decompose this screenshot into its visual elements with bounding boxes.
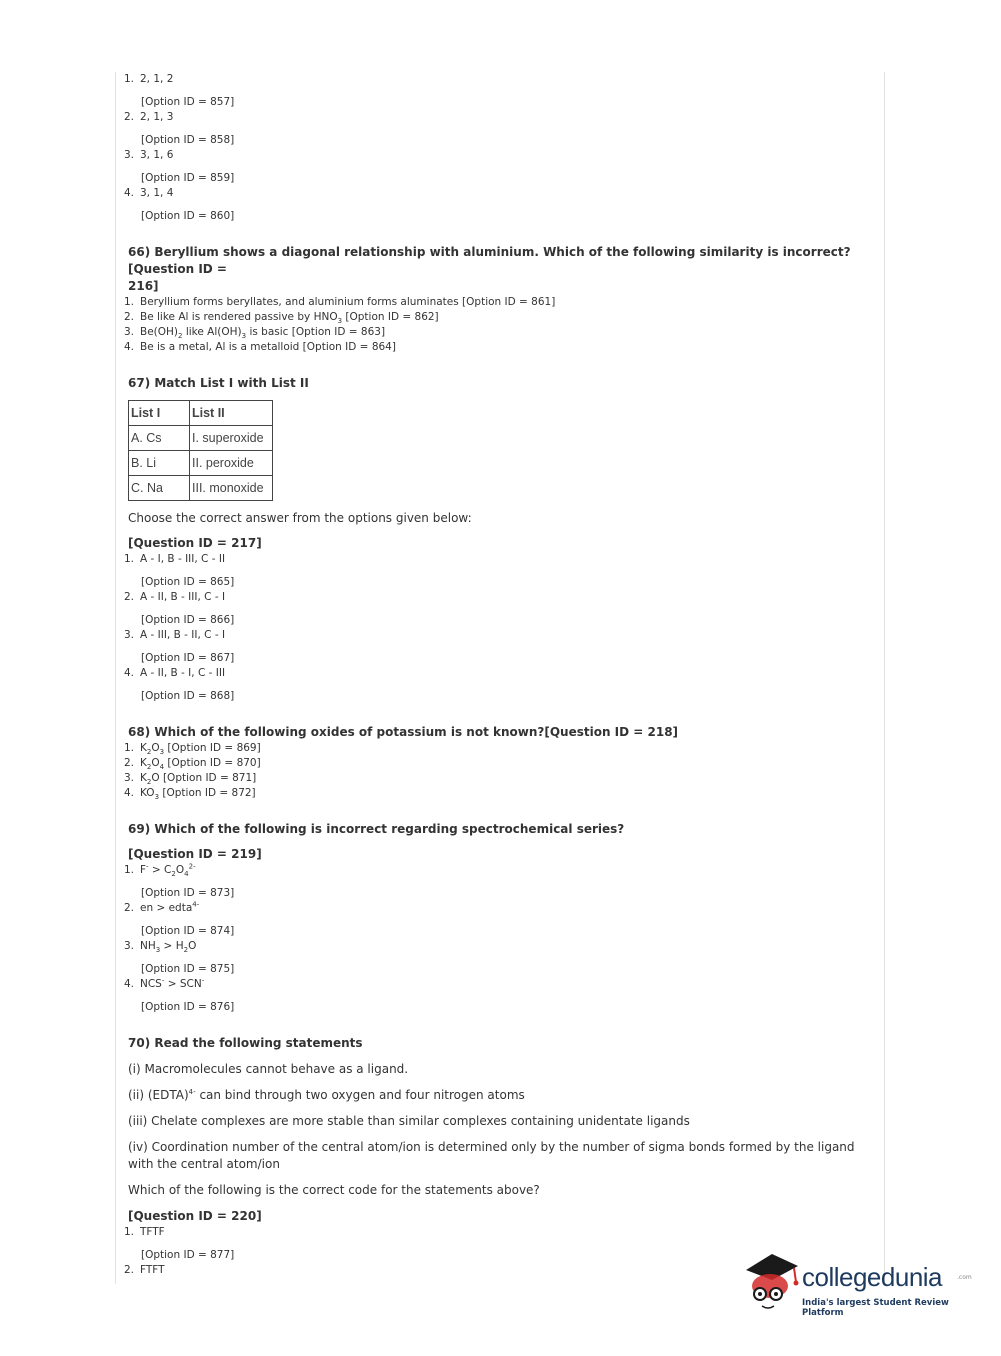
option-row: 4. $KO_3$ [Option ID = 872] bbox=[124, 787, 256, 802]
logo-tagline: India's largest Student Review Platform bbox=[802, 1298, 949, 1318]
left-margin-line bbox=[115, 72, 116, 1284]
question-title: 68) Which of the following oxides of potassium is not known?[Question ID = 218] bbox=[128, 725, 679, 739]
table-row: A. Cs I. superoxide bbox=[129, 426, 273, 451]
collegedunia-logo[interactable] bbox=[742, 1248, 972, 1318]
question-paper bbox=[124, 72, 859, 1278]
option-row: 2. Be like Al is rendered passive by $HNO_3$ [Option ID = 862] bbox=[124, 311, 439, 326]
option-list bbox=[124, 863, 859, 1015]
option-row: 1. TFTF bbox=[124, 1226, 165, 1238]
statement: (ii) (EDTA)$^{4-}$ can bind through two oxygen and four nitrogen atoms bbox=[128, 1088, 525, 1102]
question-66 bbox=[124, 244, 859, 355]
question-title: 70) Read the following statements bbox=[128, 1036, 363, 1050]
question-70 bbox=[124, 1035, 859, 1278]
option-row: 4. 3, 1, 4 bbox=[124, 187, 174, 199]
option-id: [Option ID = 866] bbox=[141, 614, 235, 626]
option-list bbox=[124, 741, 859, 801]
question-title: 66) Beryllium shows a diagonal relationship with aluminium. Which of the following similarity is incorrect?[Question ID = 216] bbox=[128, 245, 851, 293]
question-id: [Question ID = 219] bbox=[128, 847, 262, 861]
mascot-icon bbox=[742, 1248, 802, 1314]
option-id: [Option ID = 876] bbox=[141, 1001, 235, 1013]
statement: (i) Macromolecules cannot behave as a ligand. bbox=[128, 1062, 409, 1076]
option-row: 3. 3, 1, 6 bbox=[124, 149, 174, 161]
option-row: 2. A - II, B - III, C - I bbox=[124, 591, 226, 603]
statement: (iv) Coordination number of the central atom/ion is determined only by the number of sigma bonds formed by the ligand with the central atom/ion bbox=[128, 1140, 855, 1171]
option-id: [Option ID = 875] bbox=[141, 963, 235, 975]
option-row: 3. $NH_3 > H_2O$ bbox=[124, 940, 197, 955]
option-id: [Option ID = 874] bbox=[141, 925, 235, 937]
option-row: 1. $F^- > C_2O_4^{2-}$ bbox=[124, 862, 196, 879]
option-id: [Option ID = 857] bbox=[141, 96, 235, 108]
option-row: 3. $K_2O$ [Option ID = 871] bbox=[124, 772, 257, 787]
option-row: 2. 2, 1, 3 bbox=[124, 111, 174, 123]
table-row: B. Li II. peroxide bbox=[129, 451, 273, 476]
q65-options bbox=[124, 72, 859, 224]
option-id: [Option ID = 858] bbox=[141, 134, 235, 146]
option-id: [Option ID = 873] bbox=[141, 887, 235, 899]
option-row: 2. FTFT bbox=[124, 1264, 165, 1276]
question-68 bbox=[124, 724, 859, 801]
option-row: 2. $K_2O_4$ [Option ID = 870] bbox=[124, 757, 261, 772]
option-id: [Option ID = 860] bbox=[141, 210, 235, 222]
question-69 bbox=[124, 821, 859, 1015]
logo-domain: .com bbox=[957, 1274, 972, 1281]
right-margin-line bbox=[884, 72, 885, 1284]
question-instruction: Choose the correct answer from the options given below: bbox=[128, 511, 472, 525]
statement: (iii) Chelate complexes are more stable than similar complexes containing unidentate ligands bbox=[128, 1114, 690, 1128]
option-row: 4. Be is a metal, Al is a metalloid [Option ID = 864] bbox=[124, 341, 396, 353]
option-id: [Option ID = 865] bbox=[141, 576, 235, 588]
option-row: 4. NCS- > SCN- bbox=[124, 976, 205, 990]
question-title: 69) Which of the following is incorrect regarding spectrochemical series? bbox=[128, 822, 625, 836]
option-id: [Option ID = 877] bbox=[141, 1249, 235, 1261]
question-instruction: Which of the following is the correct code for the statements above? bbox=[128, 1183, 540, 1197]
logo-wordmark: collegedunia bbox=[802, 1262, 943, 1292]
question-title: 67) Match List I with List II bbox=[128, 376, 309, 390]
option-id: [Option ID = 859] bbox=[141, 172, 235, 184]
option-row: 3. A - III, B - II, C - I bbox=[124, 629, 226, 641]
option-list bbox=[124, 295, 859, 355]
question-67 bbox=[124, 375, 859, 704]
table-header-row: List I List II bbox=[129, 401, 273, 426]
table-row: C. Na III. monoxide bbox=[129, 476, 273, 501]
question-id: [Question ID = 220] bbox=[128, 1209, 262, 1223]
option-list bbox=[124, 552, 859, 704]
option-row: 1. A - I, B - III, C - II bbox=[124, 553, 226, 565]
option-row: 4. A - II, B - I, C - III bbox=[124, 667, 226, 679]
option-row: 1. Beryllium forms beryllates, and aluminium forms aluminates [Option ID = 861] bbox=[124, 296, 556, 308]
option-row: 1. 2, 1, 2 bbox=[124, 73, 174, 85]
option-id: [Option ID = 867] bbox=[141, 652, 235, 664]
option-id: [Option ID = 868] bbox=[141, 690, 235, 702]
option-row: 2. en > edta$^{4-}$ bbox=[124, 900, 200, 914]
question-id: [Question ID = 217] bbox=[128, 536, 262, 550]
option-row: 1. $K_2O_3$ [Option ID = 869] bbox=[124, 742, 261, 757]
match-table bbox=[128, 400, 273, 501]
option-row: 3. $Be(OH)_2$ like $Al(OH)_3$ is basic [Option ID = 863] bbox=[124, 326, 386, 341]
